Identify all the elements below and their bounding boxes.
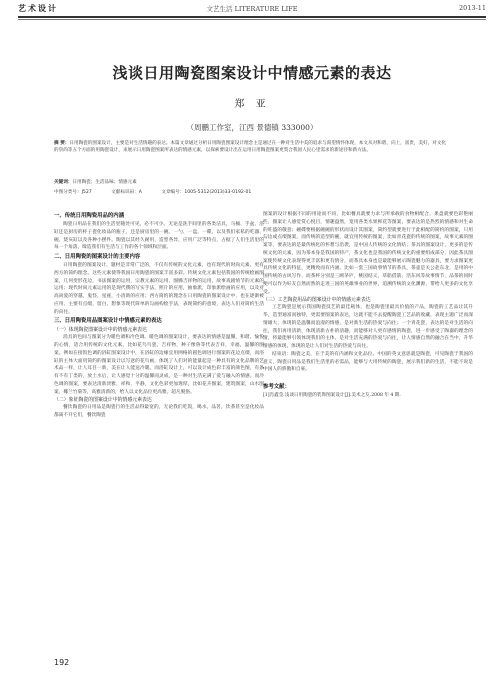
- section-heading: 二、日用陶瓷的图案设计的主要内容: [54, 254, 141, 260]
- subsection-heading: （三）工艺陶瓷用品的图案设计中的情感元素表达: [263, 297, 371, 304]
- issue-date: 2013-11: [458, 4, 486, 12]
- section-heading: 一、传统日用陶瓷用品的内涵: [54, 213, 125, 219]
- journal-name: 文艺生活 LITERATURE LIFE: [206, 5, 298, 13]
- body-paragraph: 结束语：陶瓷之美，在于美的有内涵和文化品位。中国的英文意思就是陶瓷，可见陶瓷于我国的意义，陶瓷日用品是我们生活里的必需品，能够与大用传统的陶瓷，展示我们新的生活，不能不说是中国人的骄傲和自豪。: [263, 351, 473, 373]
- body-paragraph: 日用陶瓷的图案设计，题材是非常广泛的，不仅有传统的文化元素，也有现代的时尚元素，更有西方的简约理念。这些元素使得我国日用陶瓷的图案丰富多彩。传统文化元素包括我国的传统绘画图案，几何变形花边，书法图案的运用，宗教元素的运用，图腾吉祥物的运用，故事戏剧情节的元素的运用；现代时尚元素运用的是现代撰的写实手法，照片的应用，抽象派，印象派绘画的应用，以及对高尚爱的穿越，鬼怪，星座，小清新的应用；西方简约的理念在日用陶瓷的图案设计中，也在逐渐被应用，主要有点缀，留白，想象等现代简单的勾画构绘手法，表现简约的意境，表达人们对简约生活的向往。: [54, 263, 264, 315]
- classification-ids: [54, 189, 450, 195]
- header-rule-thin: [18, 19, 486, 20]
- body-paragraph: 消具的色间与图案分为暖色调和冷色调。暖色调的图案设计，要表达的情感是温馨，和谐，愉悦的心情，适合用传统的文化元素，比如花鸟鸟瓷，吉祥物，种子像鲁等代表吉祥，幸福，温馨的图案。例如在接饭色调的浴缸图案设计中，在浴缸的边缘宜用网格的圆色调进行图案的花边点缀，而浴缸的主体大面用简约的图案设计以写意的花鸟画，体现了人们对的能量起是一种具有的文化品牌的艺术品一样，让人耳目一新，美在让人能送冷暖。而浴缸设计上，可以设计成色彩丰富的颜色图，有条有不有丁类的，放上水后，让人感觉十分的温馨而灵成，是一种对生活充满了爱与融入的情感。而冷色调的图案，要表达清新淡雅，祥和，平静，文化色彩更加逸厚，比如花卉图案，建筑图案，山水图案，椰兰竹菊等，高雅清新的，给人以文化品位更高雅，超凡脱俗。: [54, 335, 264, 395]
- section-heading: 参考文献：: [263, 384, 290, 390]
- keywords-label: 关键词：: [54, 180, 73, 185]
- subsection-heading: （二）象征陶瓷的图案设计中的情感元素表达: [54, 397, 152, 404]
- body-paragraph: 图案的设计根据不同的用途而不同，比如餐具就要力求与所承载的食物相配合，果盘就要色彩艳丽些，图案让人感觉赏心悦目，情趣盎然，宽用各类水果鲜花等图案，要表达的是热烈的情感和对生命的旺盛的敬意；碗碟要根据碗碗的形状而设计其图案，简约型就要进行于此相配的简约的图案，只用勾边或点缀图案，而传统的造型的碗，就宜用传统的图案，比如青花瓷的传统的图案，故事元素的图案等，要表达的是最传统化的怀想与沿袭，是中国人传统的文化情结；茶具的图案设计，更多的是传统文化的元素，因为茶本身是我国的特产，茶文化也是我国的传统文化的重要组成部分，因此茶具图案使传统文化表现得更丰富和更有情分，而茶具本身也是最能够展示陶瓷魅力的器具，要力求图案更具传统文化的特征，更精致而有内涵。比如一套三国故事情节的茶具，茶壶是关公赴东北，是用的中国传统的古风写作，而茶杯分别是三顾茅庐，桃园结义，草船借箭，浩东风等故事情节，品茶的同时便可以作为好友自然而然的走进三国的英雄事业的世界，追溯传统的文化渊源，带给人更多的文化享受。: [263, 212, 473, 295]
- body-column-left: [54, 211, 264, 420]
- keywords-text: 日用陶瓷；生活品味；情感元素: [72, 180, 137, 185]
- running-header: [18, 3, 486, 17]
- clc-number: 中图分类号：J527: [54, 190, 92, 195]
- article-title: 浅谈日用陶瓷图案设计中情感元素的表达: [112, 64, 392, 82]
- body-paragraph: 工艺陶瓷是展示我国陶瓷技艺的最佳载体，也是陶瓷里最具价值的产品，陶瓷的工艺品让其升华，造型通富而独特，更需要图案的表达，这就不能不去提醒陶瓷工艺品的收藏，表现主题广泛而深情雄大，体现的是温馨而浪漫的情感，是对新生活的热爱与向往；一个青花瓷，表达的是对生活的向往，我们再用清新，体现清新古朴的清趣，而能够对人更有感情的陶瓷，进一步感受了陶器的理念的情，将最能够引领体现我们的主体，是对生活充满的热爱与向往，让人情感自然的融合在当中，升华情感的体现，体现的是让人们对生活的热爱与向往。: [263, 305, 473, 349]
- keywords: [54, 179, 450, 185]
- page-number: 192: [54, 658, 70, 667]
- body-column-right: [263, 211, 473, 399]
- body-paragraph: 餐饮陶瓷的日用品是陶瓷行的生活品得最宽的，无论我们吃饭，喝水，品茗，饮茶甚至是化妆品都离不开它们，餐饮陶瓷: [54, 405, 264, 418]
- body-paragraph: 陶瓷日用品在我们的生活里随处可见，必不可少。无论是洗手间里的各类洁具，马桶、手盆、浴缸还是厨房的杯子瓷化妆品的瓶子，还是厨房里的一碗、一勺、一盘、一碟，以及我们家私的吃器、碗、烧灰缸以及各种小摆件。陶瓷以其经久耐用，造型各异，应用广泛等特点，占据了人们生活里的每一个角落，缔造我们有生活与工作的各个领域和层面。: [54, 222, 264, 251]
- abstract-text: 日用陶瓷的图案设计，主要是对生活情趣的表达。本篇文章通过分析日用陶瓷图案设计理念主是通过在一种对生活中美的追求与渴望情怀体现，本文从对和谐，向上，富贵，美好，对文化的崇尚等五个方面的用陶瓷设计，来展示日用陶瓷图案所表达的情感元素，以探索要设计出在运用日用陶瓷图案更契合我国人民心里需求的新途径和新方法。: [54, 141, 447, 154]
- abstract-label: 摘 要：: [54, 141, 70, 146]
- author-name: 郑 亚: [234, 99, 270, 110]
- document-code: 文献标识码：A: [111, 190, 142, 195]
- reference-item: [1]肖鑫莹.浅谈日用陶瓷的装饰图案设计[J].美术之友.2008 年 4 期.: [263, 393, 401, 398]
- section-heading: 三、日用陶瓷用品图案设计中情感元素的表达: [54, 318, 162, 325]
- author-affiliation: （周鹏工作室，江西 景德镇 333000）: [186, 123, 318, 132]
- section-label: 艺术设计: [18, 4, 58, 13]
- subsection-heading: （一）体现陶瓷图案设计中的情感元素表达: [54, 327, 147, 334]
- abstract: [54, 140, 450, 155]
- article-number: 文章编号：1005-5312(2013)33-0192-01: [161, 190, 252, 195]
- header-rule-thick: [18, 16, 486, 18]
